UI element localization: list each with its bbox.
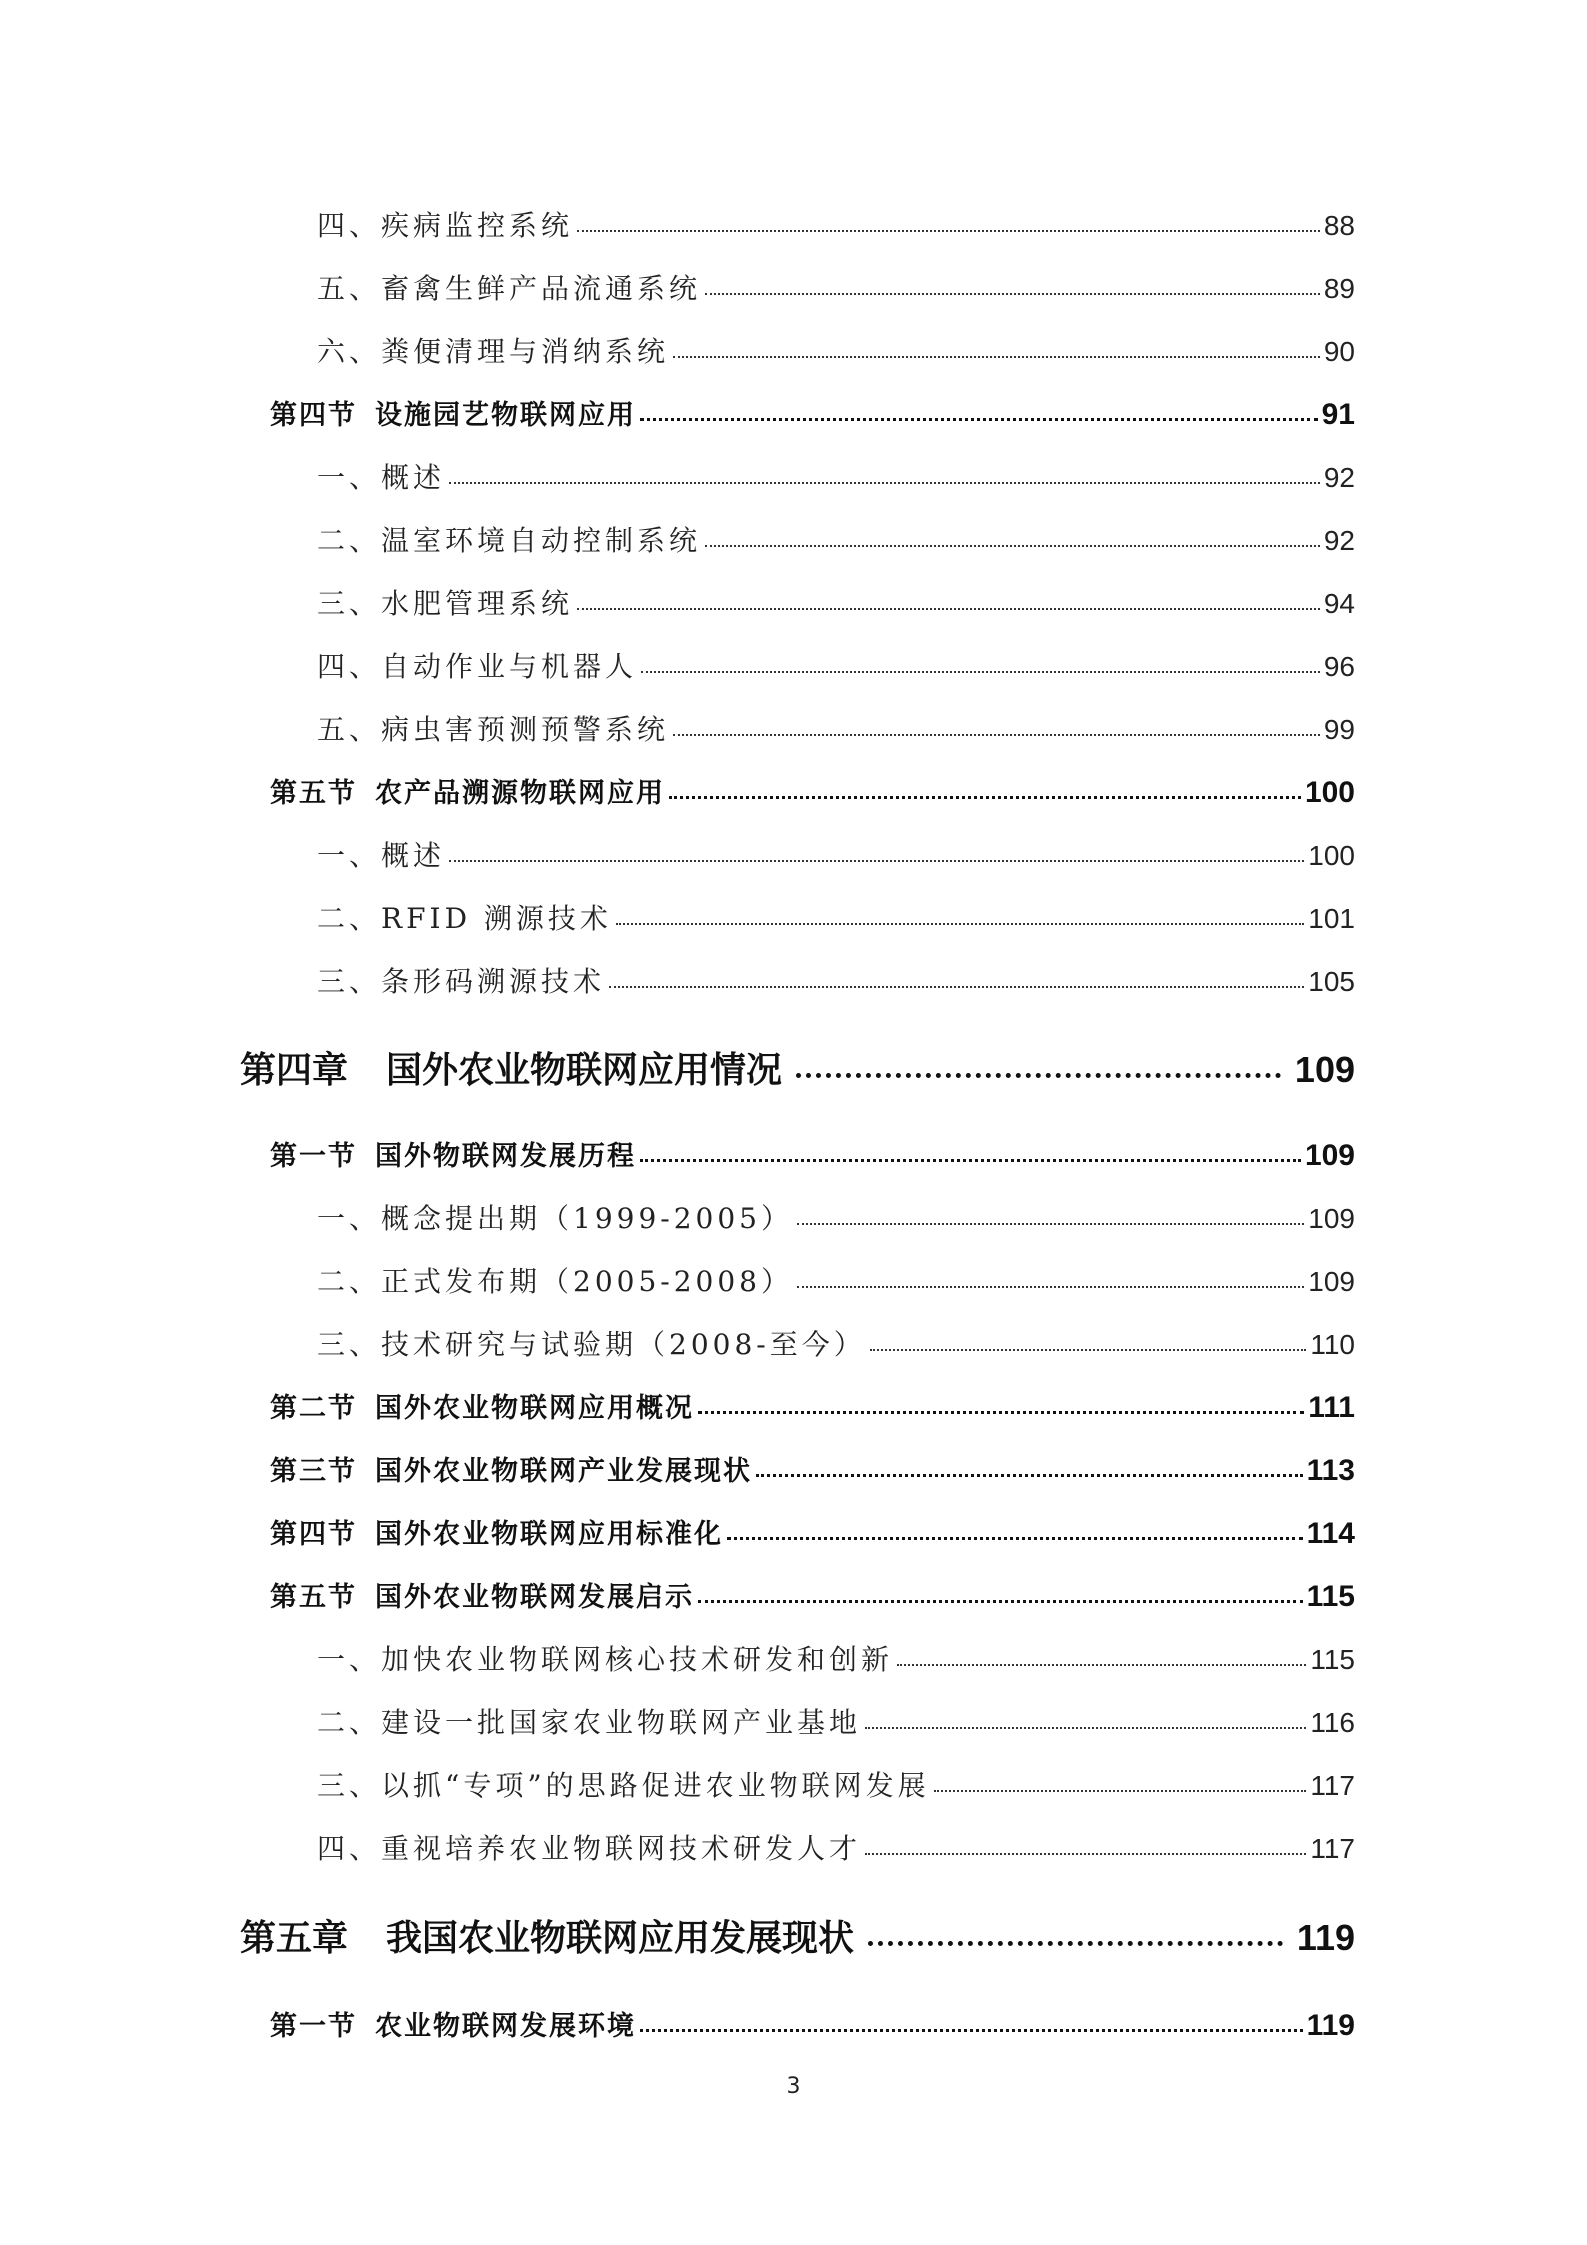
toc-entry-title <box>317 1260 793 1300</box>
toc-entry-title <box>317 1764 930 1804</box>
toc-entry-label: 一、概述 <box>317 839 446 872</box>
toc-entry-title <box>270 393 636 432</box>
toc-entry-prefix: 第五节 <box>270 778 357 809</box>
dot-leader <box>698 1390 1304 1417</box>
toc-entry-title <box>270 2004 636 2043</box>
toc-entry-label: 二、正式发布期（2005-2008） <box>317 1265 793 1298</box>
toc-chapter-link[interactable] <box>240 1042 1355 1093</box>
dot-leader <box>797 1200 1304 1228</box>
toc-entry-title <box>317 960 605 1000</box>
toc-entry-title <box>317 267 701 307</box>
toc-entry-title <box>240 1910 854 1961</box>
toc-entry-title <box>317 330 669 370</box>
toc-entry-label: 五、病虫害预测预警系统 <box>317 713 670 746</box>
dot-leader <box>705 270 1320 298</box>
toc-entry-label: 六、粪便清理与消纳系统 <box>317 335 670 368</box>
toc-item-link[interactable] <box>317 708 1355 748</box>
toc-page-number: 92 <box>1323 462 1355 493</box>
toc-section-link[interactable] <box>270 1512 1355 1551</box>
toc-entry-prefix: 第三节 <box>270 1456 357 1487</box>
toc-entry-title <box>317 1638 893 1678</box>
toc-entry-title <box>317 204 573 244</box>
toc-entry-label: 国外农业物联网应用概况 <box>375 1393 694 1424</box>
toc-entry-label: 一、概述 <box>317 461 446 494</box>
toc-item-link[interactable] <box>317 1764 1355 1804</box>
toc-page-number: 92 <box>1323 525 1355 556</box>
toc-page-number: 109 <box>1294 1049 1355 1090</box>
toc-entry-label: 二、建设一批国家农业物联网产业基地 <box>317 1706 862 1739</box>
toc-entry-label: 农业物联网发展环境 <box>375 2011 636 2042</box>
toc-page-number: 109 <box>1304 1139 1355 1172</box>
toc-entry-title <box>317 582 573 622</box>
toc-item-link[interactable] <box>317 1827 1355 1867</box>
toc-section-link[interactable] <box>270 771 1355 810</box>
toc-entry-label: 二、温室环境自动控制系统 <box>317 524 702 557</box>
toc-entry-label: 三、技术研究与试验期（2008-至今） <box>317 1328 866 1361</box>
toc-entry-title <box>270 1449 752 1488</box>
toc-item-link[interactable] <box>317 267 1355 307</box>
toc-entry-label: 国外农业物联网发展启示 <box>375 1582 694 1613</box>
dot-leader <box>640 1138 1301 1165</box>
dot-leader <box>796 1046 1281 1082</box>
toc-entry-prefix: 第二节 <box>270 1393 357 1424</box>
toc-entry-label: 国外物联网发展历程 <box>375 1141 636 1172</box>
toc-item-link[interactable] <box>317 897 1355 937</box>
toc-entry-label: 五、畜禽生鲜产品流通系统 <box>317 272 702 305</box>
dot-leader <box>640 397 1318 424</box>
toc-entry-label: 国外农业物联网应用情况 <box>386 1050 783 1091</box>
dot-leader <box>698 1579 1303 1606</box>
toc-item-link[interactable] <box>317 1197 1355 1237</box>
toc-section-link[interactable] <box>270 1575 1355 1614</box>
toc-page-number: 99 <box>1323 714 1355 745</box>
toc-entry-label: 四、疾病监控系统 <box>317 209 574 242</box>
toc-entry-title <box>270 1386 694 1425</box>
dot-leader <box>449 837 1304 865</box>
page-number: 3 <box>786 2074 801 2099</box>
toc-page-number: 110 <box>1310 1329 1355 1360</box>
toc-entry-title <box>270 771 665 810</box>
toc-entry-title <box>317 897 612 937</box>
toc-entry-title <box>240 1042 782 1093</box>
toc-page-number: 100 <box>1308 840 1355 871</box>
toc-entry-label: 我国农业物联网应用发展现状 <box>386 1918 855 1959</box>
toc-page-number: 113 <box>1306 1454 1355 1487</box>
toc-entry-label: 国外农业物联网应用标准化 <box>375 1519 723 1550</box>
toc-page-number: 109 <box>1308 1266 1355 1297</box>
toc-entry-prefix: 第四章 <box>240 1050 349 1091</box>
dot-leader <box>756 1453 1303 1480</box>
dot-leader <box>934 1767 1307 1795</box>
toc-page-number: 94 <box>1323 588 1355 619</box>
toc-entry-title <box>270 1134 636 1173</box>
toc-page-number: 116 <box>1310 1707 1355 1738</box>
toc-entry-title <box>270 1575 694 1614</box>
dot-leader <box>616 900 1304 928</box>
toc-page-number: 89 <box>1323 273 1355 304</box>
toc-page-number: 91 <box>1321 398 1355 431</box>
toc-item-link[interactable] <box>317 456 1355 496</box>
toc-entry-prefix: 第一节 <box>270 2011 357 2042</box>
toc-item-link[interactable] <box>317 330 1355 370</box>
toc-entry-title <box>317 1701 861 1741</box>
toc-page-number: 115 <box>1310 1644 1355 1675</box>
toc-item-link[interactable] <box>317 834 1355 874</box>
toc-page-number: 119 <box>1306 2009 1355 2042</box>
dot-leader <box>673 333 1320 361</box>
dot-leader <box>669 775 1301 802</box>
toc-chapter-link[interactable] <box>240 1910 1355 1961</box>
dot-leader <box>577 585 1320 613</box>
toc-section-link[interactable] <box>270 393 1355 432</box>
dot-leader <box>865 1704 1306 1732</box>
dot-leader <box>449 459 1320 487</box>
dot-leader <box>870 1326 1307 1354</box>
toc-entry-title <box>317 1827 861 1867</box>
toc-item-link[interactable] <box>317 960 1355 1000</box>
dot-leader <box>868 1914 1283 1950</box>
toc-entry-title <box>317 519 701 559</box>
dot-leader <box>797 1263 1304 1291</box>
toc-entry-title <box>317 645 637 685</box>
toc-item-link[interactable] <box>317 1260 1355 1300</box>
dot-leader <box>640 2008 1303 2035</box>
dot-leader <box>673 711 1320 739</box>
toc-entry-label: 设施园艺物联网应用 <box>375 400 636 431</box>
toc-entry-title <box>270 1512 723 1551</box>
dot-leader <box>577 207 1320 235</box>
toc-page-number: 88 <box>1323 210 1355 241</box>
toc-entry-label: 一、概念提出期（1999-2005） <box>317 1202 793 1235</box>
toc-entry-title <box>317 1197 793 1237</box>
toc-page-number: 96 <box>1323 651 1355 682</box>
toc-entry-label: 农产品溯源物联网应用 <box>375 778 665 809</box>
toc-entry-prefix: 第一节 <box>270 1141 357 1172</box>
toc-entry-label: 三、以抓“专项”的思路促进农业物联网发展 <box>317 1769 930 1802</box>
toc-page-number: 111 <box>1308 1391 1355 1424</box>
toc-page-number: 90 <box>1323 336 1355 367</box>
toc-section-link[interactable] <box>270 2004 1355 2043</box>
toc-entry-title <box>317 1323 866 1363</box>
toc-page-number: 100 <box>1304 776 1355 809</box>
toc-item-link[interactable] <box>317 204 1355 244</box>
dot-leader <box>865 1830 1306 1858</box>
toc-entry-label: 三、条形码溯源技术 <box>317 965 606 998</box>
toc-page-number: 117 <box>1310 1833 1355 1864</box>
dot-leader <box>641 648 1320 676</box>
toc-item-link[interactable] <box>317 519 1355 559</box>
toc-section-link[interactable] <box>270 1449 1355 1488</box>
toc-page-number: 119 <box>1296 1917 1355 1958</box>
toc-entry-label: 二、RFID 溯源技术 <box>317 902 612 935</box>
toc-item-link[interactable] <box>317 645 1355 685</box>
toc-entry-label: 四、重视培养农业物联网技术研发人才 <box>317 1832 862 1865</box>
toc-page-number: 115 <box>1306 1580 1355 1613</box>
toc-entry-label: 三、水肥管理系统 <box>317 587 574 620</box>
toc-entry-prefix: 第五章 <box>240 1918 349 1959</box>
toc-section-link[interactable] <box>270 1134 1355 1173</box>
toc-entry-title <box>317 834 445 874</box>
toc-page-number: 117 <box>1310 1770 1355 1801</box>
dot-leader <box>727 1516 1303 1543</box>
toc-item-link[interactable] <box>317 1701 1355 1741</box>
toc-entry-label: 一、加快农业物联网核心技术研发和创新 <box>317 1643 894 1676</box>
toc-page-number: 101 <box>1308 903 1355 934</box>
toc-item-link[interactable] <box>317 1323 1355 1363</box>
dot-leader <box>897 1641 1306 1669</box>
toc-section-link[interactable] <box>270 1386 1355 1425</box>
toc-item-link[interactable] <box>317 1638 1355 1678</box>
toc-page-number: 109 <box>1308 1203 1355 1234</box>
toc-entry-prefix: 第五节 <box>270 1582 357 1613</box>
toc-entry-prefix: 第四节 <box>270 400 357 431</box>
toc-page-number: 114 <box>1306 1517 1355 1550</box>
dot-leader <box>705 522 1320 550</box>
toc-entry-title <box>317 456 445 496</box>
toc-item-link[interactable] <box>317 582 1355 622</box>
toc-entry-label: 国外农业物联网产业发展现状 <box>375 1456 752 1487</box>
toc-entry-prefix: 第四节 <box>270 1519 357 1550</box>
toc-page-number: 105 <box>1308 966 1355 997</box>
toc-entry-title <box>317 708 669 748</box>
toc-entry-label: 四、自动作业与机器人 <box>317 650 638 683</box>
dot-leader <box>609 963 1304 991</box>
